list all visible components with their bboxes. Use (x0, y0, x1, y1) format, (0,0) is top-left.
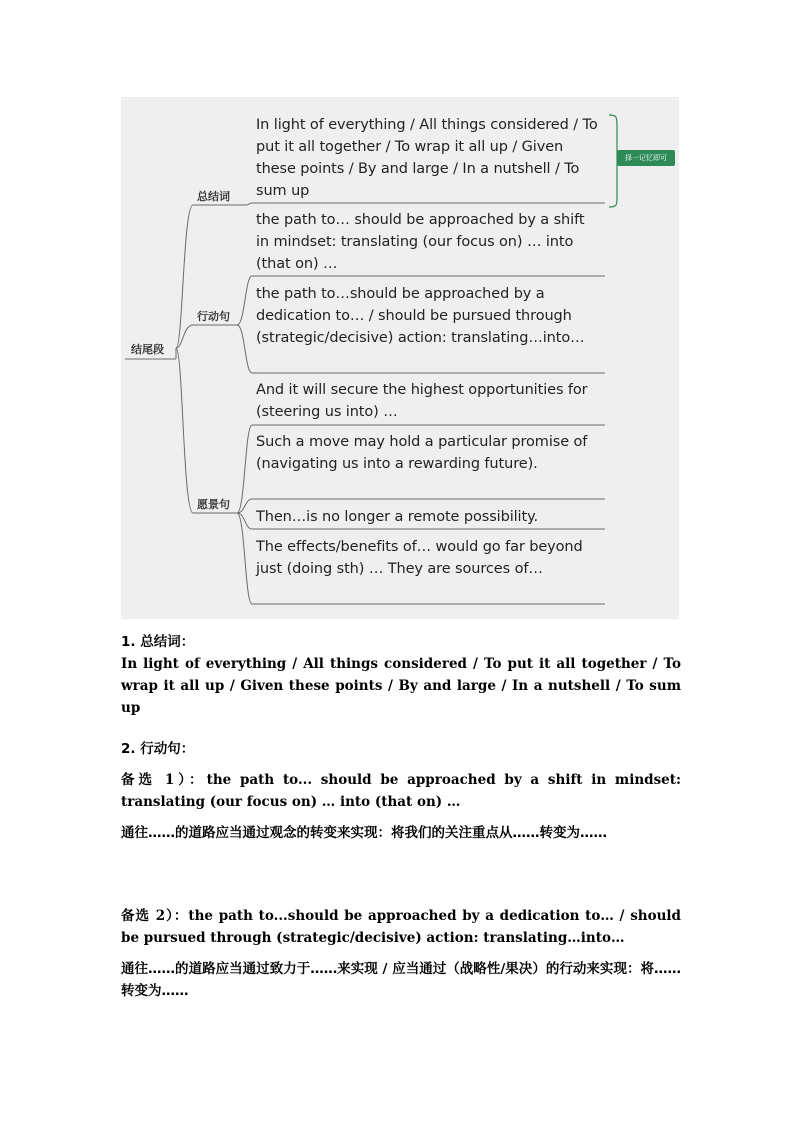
section-1-heading: 1. 总结词： (121, 634, 195, 650)
branch-vision: 愿景句 (197, 498, 230, 511)
node-vision-2: Such a move may hold a particular promise of (navigating us into a rewarding future). (256, 434, 588, 472)
branch-summary: 总结词 (197, 190, 230, 203)
node-vision-4: The effects/benefits of… would go far beyond just (doing sth) … They are sources of… (256, 539, 583, 577)
option-2-chinese: 通往……的道路应当通过致力于……来实现 / 应当通过（战略性/果决）的行动来实现：将……转变为…… (121, 961, 681, 999)
node-action-2: the path to…should be approached by a dedication to… / should be pursued through (strategic/decisive) action: translating…into… (256, 286, 585, 346)
option-1-chinese: 通往……的道路应当通过观念的转变来实现：将我们的关注重点从……转变为…… (121, 825, 607, 841)
memory-tag: 择一记忆即可 (617, 150, 675, 166)
node-action-1: the path to… should be approached by a shift in mindset: translating (our focus on) … into (that on) … (256, 212, 585, 272)
branch-action: 行动句 (197, 310, 230, 323)
mindmap-image (121, 97, 679, 619)
root-node: 结尾段 (131, 343, 164, 356)
node-summary-text: In light of everything / All things considered / To put it all together / To wrap it all up / Given these points / By and large / In a nutshell / To sum up (256, 117, 598, 199)
option-1-english: 备选 1）：the path to... should be approached by a shift in mindset: translating (our focus on) … into (that on) … (121, 772, 681, 810)
section-2-heading: 2. 行动句： (121, 741, 195, 757)
section-1-body: In light of everything / All things considered / To put it all together / To wrap it all up / Given these points / By and large / In a nutshell / To sum up (121, 656, 681, 716)
node-vision-3: Then…is no longer a remote possibility. (256, 509, 538, 525)
node-vision-1: And it will secure the highest opportunities for (steering us into) … (256, 382, 588, 420)
option-2-english: 备选 2）：the path to...should be approached by a dedication to… / should be pursued through (strategic/decisive) action: translating…into… (121, 908, 681, 946)
